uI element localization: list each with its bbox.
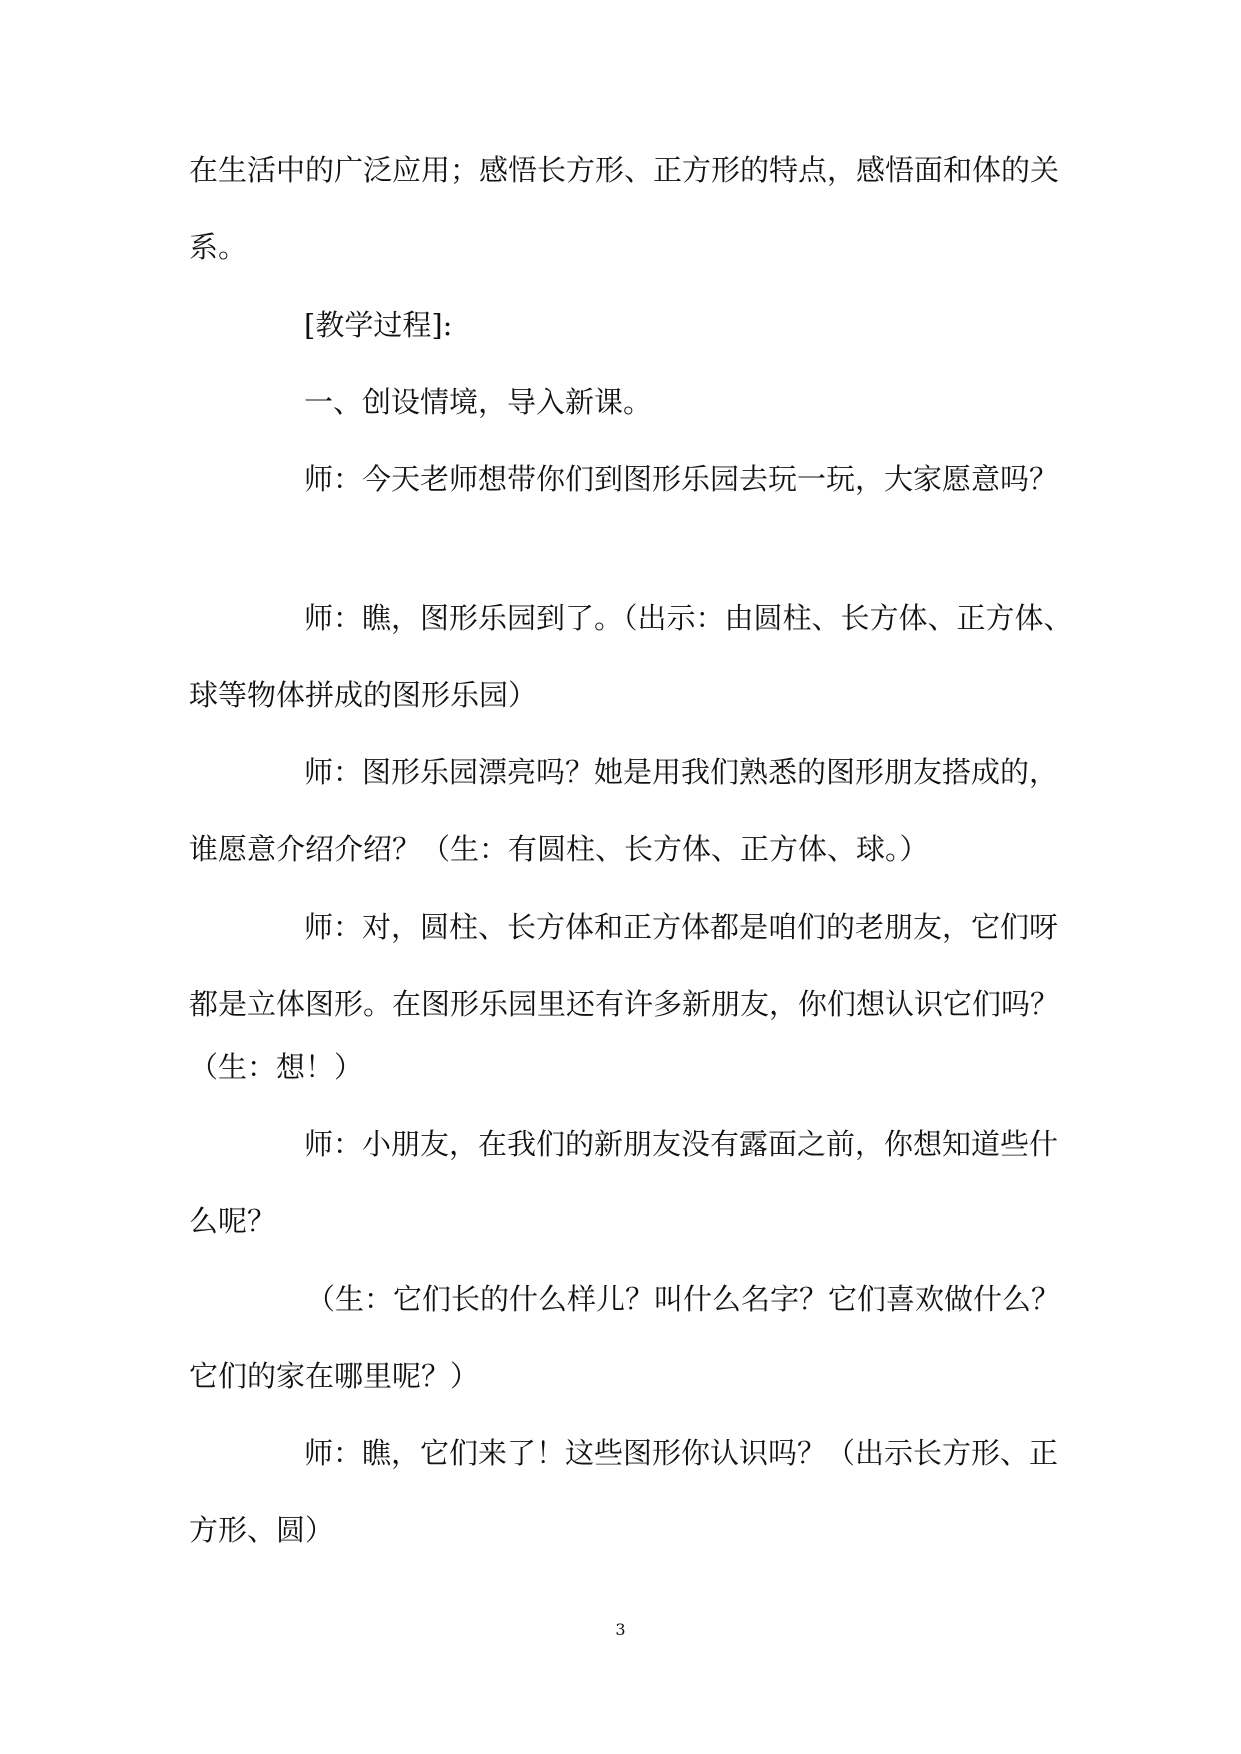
text-line: 师：小朋友，在我们的新朋友没有露面之前，你想知道些什: [304, 1127, 1059, 1161]
section-heading: 一、创设情境，导入新课。: [304, 385, 653, 419]
text-line: 师：瞧，它们来了！这些图形你认识吗？（出示长方形、正: [304, 1436, 1059, 1470]
text-line: 它们的家在哪里呢？）: [189, 1359, 480, 1393]
text-line: 都是立体图形。在图形乐园里还有许多新朋友，你们想认识它们吗？: [189, 987, 1060, 1021]
text-line: （生：它们长的什么样儿？叫什么名字？它们喜欢做什么？: [306, 1282, 1061, 1316]
text-line: 球等物体拼成的图形乐园）: [189, 678, 538, 712]
text-line: 谁愿意介绍介绍？（生：有圆柱、长方体、正方体、球。）: [189, 832, 929, 866]
text-line: 么呢？: [189, 1204, 277, 1238]
text-line: （生：想！）: [189, 1050, 364, 1084]
text-line: 方形、圆）: [189, 1513, 335, 1547]
text-line: 师：瞧，图形乐园到了。（出示：由圆柱、长方体、正方体、: [304, 601, 1073, 635]
text-line: 师：对，圆柱、长方体和正方体都是咱们的老朋友，它们呀: [304, 910, 1059, 944]
text-line: 师：图形乐园漂亮吗？她是用我们熟悉的图形朋友搭成的，: [304, 755, 1059, 789]
text-line: 系。: [189, 230, 248, 264]
page-number: 3: [615, 1620, 626, 1639]
text-line: 在生活中的广泛应用；感悟长方形、正方形的特点，感悟面和体的关: [189, 153, 1060, 187]
section-heading: [教学过程]:: [304, 308, 453, 342]
text-line: 师：今天老师想带你们到图形乐园去玩一玩，大家愿意吗？: [304, 462, 1059, 496]
